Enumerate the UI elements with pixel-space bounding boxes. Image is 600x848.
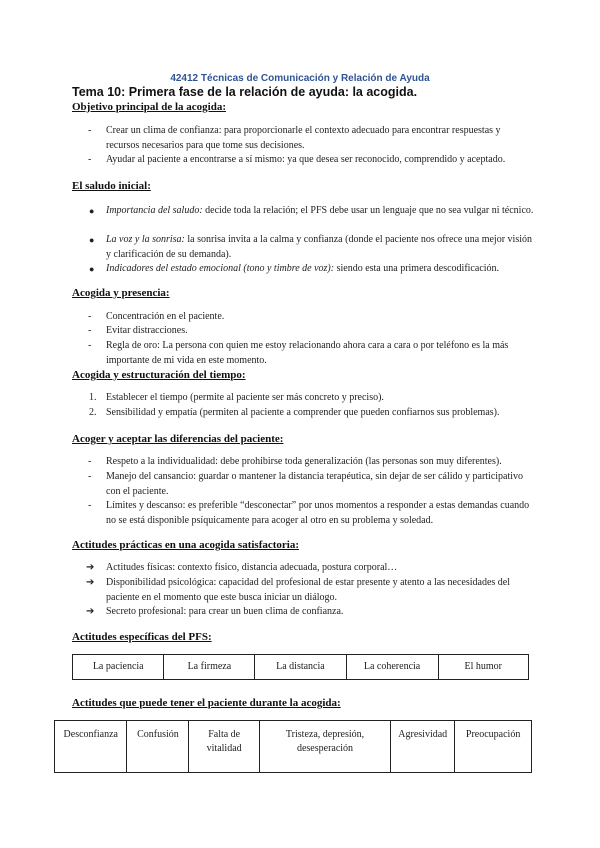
list-item: Evitar distracciones.: [106, 325, 188, 336]
dash-marker: -: [88, 471, 92, 482]
number-marker: 1.: [89, 392, 97, 403]
table-cell: La paciencia: [73, 655, 164, 680]
heading-saludo: El saludo inicial:: [72, 180, 151, 192]
table-cell: La firmeza: [164, 655, 255, 680]
dash-marker: -: [88, 456, 92, 467]
list-item: Sensibilidad y empatía (permiten al paciente a comprender que pueden confiarnos sus problemas).: [106, 407, 500, 418]
heading-tiempo: Acogida y estructuración del tiempo:: [72, 369, 246, 381]
list-item: Concentración en el paciente.: [106, 311, 225, 322]
list-item: Respeto a la individualidad: debe prohibirse toda generalización (las personas son muy diferentes).: [106, 456, 502, 467]
bullet-dot-icon: ●: [89, 235, 95, 245]
table-cell: Falta de vitalidad: [189, 721, 259, 773]
table-cell: Confusión: [127, 721, 189, 773]
list-item: [106, 262, 536, 277]
list-item: Ayudar al paciente a encontrarse a sí mismo: ya que desea ser reconocido, comprendido y aceptado.: [106, 154, 506, 165]
list-item: [106, 204, 536, 219]
arrow-right-icon: ➔: [86, 562, 95, 573]
list-item: Establecer el tiempo (permite al paciente ser más concreto y preciso).: [106, 392, 384, 403]
arrow-right-icon: ➔: [86, 577, 95, 588]
bullet-dot-icon: ●: [89, 264, 95, 274]
table-cell: Agresividad: [391, 721, 455, 773]
item-lead: Importancia del saludo:: [106, 205, 203, 216]
list-item: Regla de oro: La persona con quien me estoy relacionando ahora cara a cara o por teléfono es la más importante de mi vida en este momento.: [106, 340, 509, 366]
list-item: Secreto profesional: para crear un buen clima de confianza.: [106, 606, 344, 617]
heading-actitudes-practicas: Actitudes prácticas en una acogida satisfactoria:: [72, 539, 300, 551]
item-text: decide toda la relación; el PFS debe usar un lenguaje que no sea vulgar ni técnico.: [202, 205, 534, 216]
list-item: Actitudes físicas: contexto físico, distancia adecuada, postura corporal…: [106, 562, 398, 573]
table-cell: Desconfianza: [55, 721, 127, 773]
table-cell: Tristeza, depresión, desesperación: [259, 721, 390, 773]
heading-actitudes-pfs: Actitudes específicas del PFS:: [72, 631, 212, 643]
patient-attitudes-table: [54, 720, 532, 773]
item-lead: Indicadores del estado emocional (tono y timbre de voz):: [106, 263, 335, 274]
dash-marker: -: [88, 340, 92, 351]
dash-marker: -: [88, 325, 92, 336]
table-row: [73, 655, 529, 680]
bullet-dot-icon: ●: [89, 206, 95, 216]
item-lead: La voz y la sonrisa:: [106, 234, 185, 245]
table-cell: El humor: [438, 655, 528, 680]
list-item: Crear un clima de confianza: para proporcionarle el contexto adecuado para encontrar respuestas y recursos necesarios para que tome sus decisiones.: [106, 125, 501, 151]
table-cell: Preocupación: [455, 721, 532, 773]
table-cell: La distancia: [255, 655, 346, 680]
item-text: siendo esta una primera descodificación.: [334, 263, 500, 274]
dash-marker: -: [88, 500, 92, 511]
arrow-right-icon: ➔: [86, 606, 95, 617]
course-title: 42412 Técnicas de Comunicación y Relación de Ayuda: [170, 73, 430, 84]
list-item: Límites y descanso: es preferible “desconectar” por unos momentos a responder a estas demandas cuando no se está disponible psíquicamente para acoger al otro en su problema y soledad.: [106, 500, 530, 526]
dash-marker: -: [88, 311, 92, 322]
heading-actitudes-paciente: Actitudes que puede tener el paciente durante la acogida:: [72, 697, 341, 709]
heading-presencia: Acogida y presencia:: [72, 287, 170, 299]
pfs-attitudes-table: [72, 654, 529, 680]
heading-objetivo: Objetivo principal de la acogida:: [72, 101, 226, 113]
list-item: Manejo del cansancio: guardar o mantener la distancia terapéutica, sin dejar de ser cálido y participativo con el paciente.: [106, 471, 524, 497]
item-text: la sonrisa invita a la calma y confianza (donde el paciente nos ofrece una mejor visión y clarificación de su demanda).: [106, 234, 532, 260]
dash-marker: -: [88, 125, 92, 136]
table-row: [55, 721, 532, 773]
heading-diferencias: Acoger y aceptar las diferencias del paciente:: [72, 433, 284, 445]
dash-marker: -: [88, 154, 92, 165]
number-marker: 2.: [89, 407, 97, 418]
list-item: [106, 233, 536, 262]
table-cell: La coherencia: [346, 655, 438, 680]
topic-title: Tema 10: Primera fase de la relación de ayuda: la acogida.: [72, 85, 418, 99]
list-item: Disponibilidad psicológica: capacidad del profesional de estar presente y atento a las necesidades del paciente en el momento que este busca iniciar un diálogo.: [106, 577, 511, 603]
